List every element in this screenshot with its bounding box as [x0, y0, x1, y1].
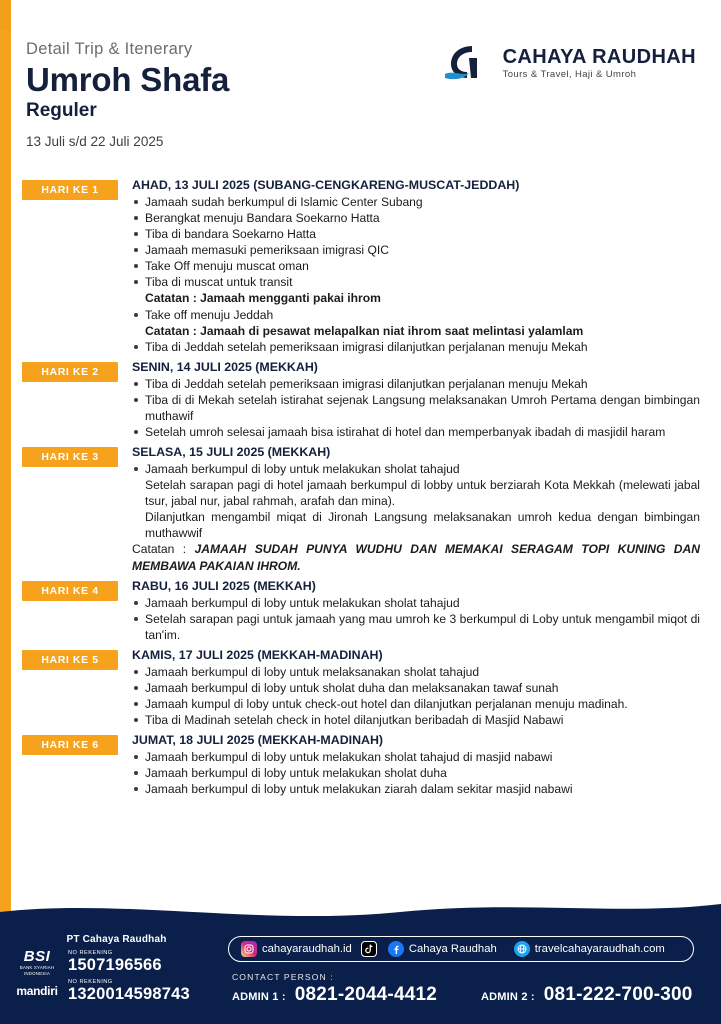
social-label: cahayaraudhah.id	[262, 943, 352, 955]
list-item: Take Off menuju muscat oman	[132, 258, 700, 274]
brand-tagline: Tours & Travel, Haji & Umroh	[502, 68, 637, 80]
list-item-note: Catatan : Jamaah di pesawat melapalkan niat ihrom saat melintasi yalamlam	[145, 323, 584, 338]
day-badge: HARI KE 4	[22, 581, 118, 601]
day-content	[118, 178, 700, 355]
list-item-note	[132, 541, 700, 573]
list-item: Setelah umroh selesai jamaah bisa istirahat di hotel dan memperbanyak ibadah di masjidil haram	[132, 424, 700, 440]
day-content	[118, 445, 700, 574]
rek-number: 1320014598743	[68, 984, 190, 1003]
list-item: Setelah sarapan pagi di hotel jamaah berkumpul di lobby untuk berziarah Kota Mekkah (melewati jabal tsur, jabal nur, jabal rahmah, arafah dan mina).	[145, 478, 700, 509]
social-label: Cahaya Raudhah	[408, 943, 497, 955]
day-block	[22, 445, 700, 574]
date-range: 13 Juli s/d 22 Juli 2025	[26, 133, 164, 149]
bank-row	[14, 949, 219, 976]
day-content	[118, 733, 700, 797]
list-item: Jamaah kumpul di loby untuk check-out hotel dan dilanjutkan perjalanan menuju madinah.	[132, 696, 700, 712]
left-accent-bar-top	[0, 0, 11, 30]
day-block	[22, 360, 700, 440]
list-item: Berangkat menuju Bandara Soekarno Hatta	[132, 210, 700, 226]
logo-mark-icon	[443, 42, 495, 84]
day-badge: HARI KE 6	[22, 735, 118, 755]
day-title: JUMAT, 18 JULI 2025 (MEKKAH-MADINAH)	[132, 733, 384, 748]
contact-row	[232, 984, 693, 1006]
day-items	[132, 376, 700, 440]
website-icon	[514, 941, 530, 957]
day-content	[118, 360, 700, 440]
brand-logo	[443, 42, 696, 84]
social-links-bar	[228, 936, 694, 962]
admin2-label: ADMIN 2 :	[481, 991, 535, 1003]
day-block	[22, 733, 700, 797]
admin1-number[interactable]: 0821-2044-4412	[294, 984, 438, 1005]
day-title: KAMIS, 17 JULI 2025 (MEKKAH-MADINAH)	[132, 647, 383, 662]
day-block	[22, 648, 700, 728]
list-item: Take off menuju Jeddah	[132, 307, 700, 323]
day-items	[132, 595, 700, 643]
day-badge: HARI KE 2	[22, 362, 118, 382]
facebook-icon	[388, 941, 404, 957]
day-title: RABU, 16 JULI 2025 (MEKKAH)	[132, 578, 316, 593]
brand-name: CAHAYA RAUDHAH	[502, 45, 696, 68]
day-block	[22, 178, 700, 355]
left-accent-bar	[0, 0, 11, 930]
contact-person-label: CONTACT PERSON :	[232, 972, 334, 982]
header-eyebrow: Detail Trip & Itenerary	[26, 40, 193, 58]
page-subtitle: Reguler	[26, 99, 97, 121]
footer-wave-decoration	[0, 896, 721, 930]
day-items	[132, 194, 700, 355]
note-text: JAMAAH SUDAH PUNYA WUDHU DAN MEMAKAI SERAGAM TOPI KUNING DAN MEMBAWA PAKAIAN IHROM.	[132, 542, 700, 573]
bsi-logo-icon	[14, 949, 60, 976]
admin1-label: ADMIN 1 :	[232, 991, 286, 1003]
social-item-facebook[interactable]	[388, 941, 497, 957]
day-content	[118, 648, 700, 728]
instagram-icon	[241, 941, 257, 957]
itinerary-list	[22, 178, 700, 802]
list-item: Tiba di bandara Soekarno Hatta	[132, 226, 700, 242]
list-item: Jamaah berkumpul di loby untuk melaksanakan sholat tahajud	[132, 664, 700, 680]
social-item-instagram[interactable]	[241, 941, 352, 957]
list-item: Dilanjutkan mengambil miqat di Jironah Langsung melaksanakan umroh kedua dengan bimbingan muthawwif	[145, 510, 700, 541]
document-footer	[0, 930, 721, 1024]
bank-logo-label: BSI	[23, 948, 51, 965]
day-items	[132, 664, 700, 728]
day-badge: HARI KE 1	[22, 180, 118, 200]
list-item: Jamaah berkumpul di loby untuk melakukan ziarah dalam sekitar masjid nabawi	[132, 781, 700, 797]
day-title: SENIN, 14 JULI 2025 (MEKKAH)	[132, 359, 318, 374]
list-item: Tiba di Jeddah setelah pemeriksaan imigrasi dilanjutkan perjalanan menuju Mekah	[132, 376, 700, 392]
bank-row	[14, 979, 219, 1003]
list-item: Jamaah berkumpul di loby untuk melakukan sholat duha	[132, 765, 700, 781]
list-item: Jamaah berkumpul di loby untuk melakukan sholat tahajud	[132, 461, 700, 477]
social-item-tiktok[interactable]	[361, 941, 377, 957]
social-item-website[interactable]	[514, 941, 665, 957]
tiktok-icon	[361, 941, 377, 957]
admin2-number[interactable]: 081-222-700-300	[543, 984, 693, 1005]
mandiri-logo-icon	[14, 985, 60, 997]
rek-label: NO REKENING	[68, 950, 113, 957]
footer-bank-info	[14, 934, 219, 1006]
rek-number: 1507196566	[68, 956, 162, 975]
list-item-note: Catatan : Jamaah mengganti pakai ihrom	[145, 291, 381, 306]
list-item: Setelah sarapan pagi untuk jamaah yang mau umroh ke 3 berkumpul di Loby untuk mengambil miqot di tan'im.	[132, 611, 700, 643]
day-block	[22, 579, 700, 643]
page-title: Umroh Shafa	[26, 61, 230, 98]
list-item: Tiba di Jeddah setelah pemeriksaan imigrasi dilanjutkan perjalanan menuju Mekah	[132, 339, 700, 355]
bank-logo-sub: BANK SYARIAH INDONESIA	[19, 965, 55, 976]
list-item: Jamaah sudah berkumpul di Islamic Center Subang	[132, 194, 700, 210]
day-badge: HARI KE 5	[22, 650, 118, 670]
day-content	[118, 579, 700, 643]
day-title: AHAD, 13 JULI 2025 (SUBANG-CENGKARENG-MUSCAT-JEDDAH)	[132, 178, 520, 192]
note-prefix: Catatan :	[132, 542, 195, 557]
social-label: travelcahayaraudhah.com	[534, 943, 665, 955]
list-item: Jamaah berkumpul di loby untuk sholat duha dan melaksanakan tawaf sunah	[132, 680, 700, 696]
list-item: Jamaah memasuki pemeriksaan imigrasi QIC	[132, 242, 700, 258]
list-item: Tiba di muscat untuk transit	[132, 274, 700, 290]
list-item: Jamaah berkumpul di loby untuk melakukan sholat tahajud	[132, 595, 700, 611]
rek-label: NO REKENING	[68, 979, 113, 985]
list-item: Jamaah berkumpul di loby untuk melakukan sholat tahajud di masjid nabawi	[132, 749, 700, 765]
day-items	[132, 461, 700, 574]
company-name: PT Cahaya Raudhah	[66, 934, 167, 945]
bank-logo-label: mandiri	[16, 984, 58, 998]
footer-contacts	[232, 972, 693, 1006]
list-item: Tiba di di Mekah setelah istirahat sejenak Langsung melaksanakan Umroh Pertama dengan bimbingan muthawif	[132, 392, 700, 424]
day-badge: HARI KE 3	[22, 447, 118, 467]
list-item: Tiba di Madinah setelah check in hotel dilanjutkan beribadah di Masjid Nabawi	[132, 712, 700, 728]
day-items	[132, 749, 700, 797]
day-title: SELASA, 15 JULI 2025 (MEKKAH)	[132, 445, 331, 460]
brand-text	[503, 47, 696, 80]
